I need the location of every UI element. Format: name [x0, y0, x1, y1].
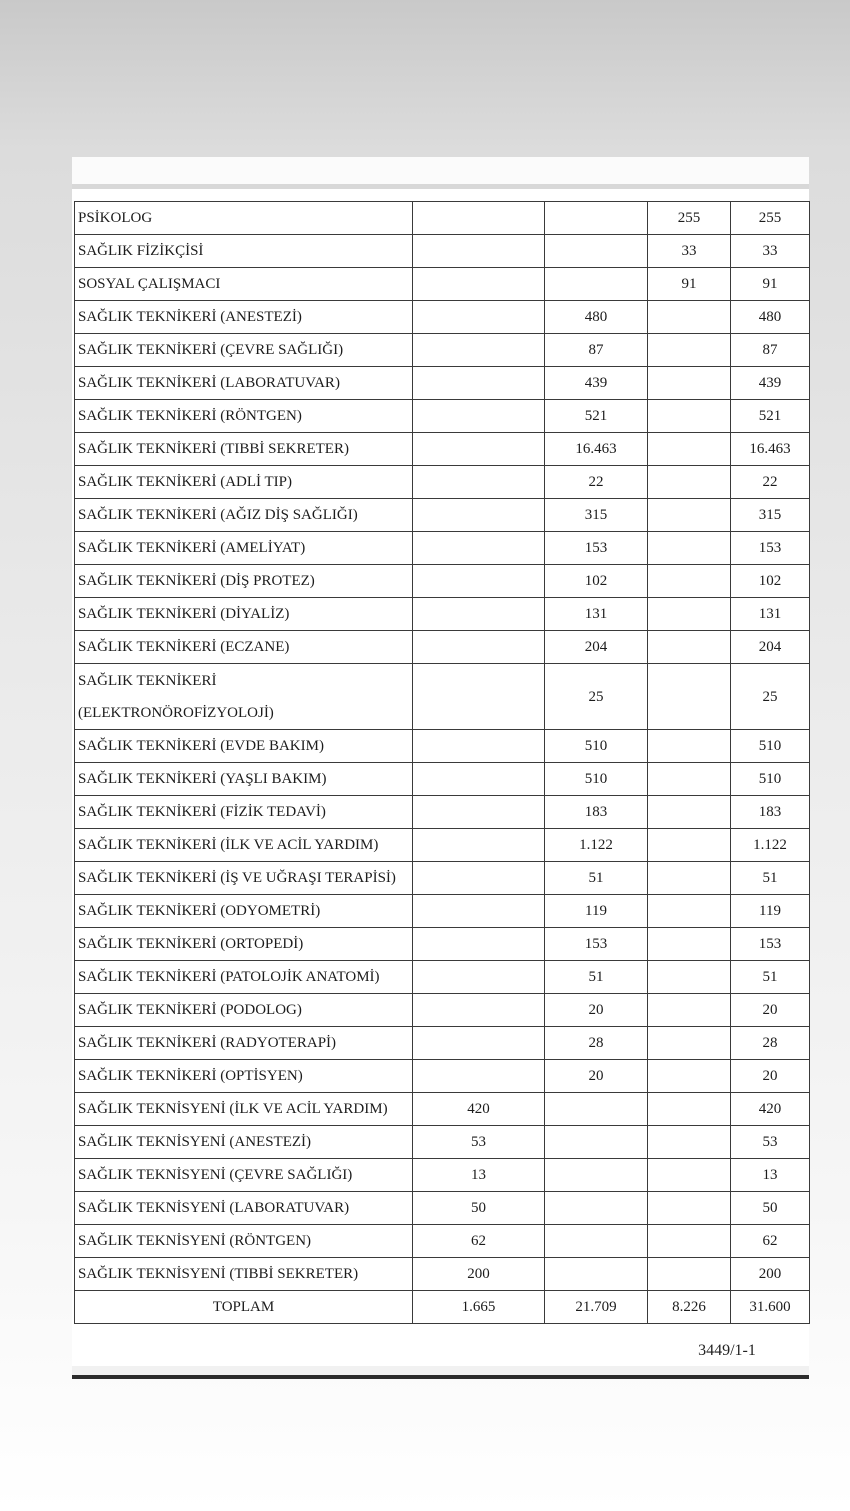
cell-col1: 200 [413, 1258, 545, 1291]
cell-total: 315 [731, 499, 810, 532]
table-row [75, 565, 810, 598]
cell-title: SAĞLIK TEKNİKERİ (PATOLOJİK ANATOMİ) [75, 961, 413, 994]
cell-col1 [413, 829, 545, 862]
cell-col1 [413, 532, 545, 565]
cell-title: SAĞLIK TEKNİSYENİ (ANESTEZİ) [75, 1126, 413, 1159]
cell-title: SAĞLIK TEKNİSYENİ (ÇEVRE SAĞLIĞI) [75, 1159, 413, 1192]
page-top-margin [72, 157, 809, 185]
cell-col2: 51 [545, 862, 648, 895]
table-row [75, 961, 810, 994]
cell-total: 50 [731, 1192, 810, 1225]
cell-col3 [648, 1159, 731, 1192]
table-body [75, 202, 810, 1324]
cell-title: PSİKOLOG [75, 202, 413, 235]
page-number: 3449/1-1 [698, 1342, 756, 1359]
cell-col2: 521 [545, 400, 648, 433]
cell-col3 [648, 1093, 731, 1126]
cell-total: 53 [731, 1126, 810, 1159]
cell-col1 [413, 466, 545, 499]
cell-col3 [648, 895, 731, 928]
cell-col2: 20 [545, 1060, 648, 1093]
cell-col3: 91 [648, 268, 731, 301]
table-row [75, 1258, 810, 1291]
cell-col3 [648, 1027, 731, 1060]
cell-total: 521 [731, 400, 810, 433]
cell-col2: 102 [545, 565, 648, 598]
cell-col1 [413, 499, 545, 532]
cell-total: 1.122 [731, 829, 810, 862]
cell-title: SAĞLIK TEKNİKERİ (ELEKTRONÖROFİZYOLOJİ) [75, 664, 413, 730]
cell-col1 [413, 565, 545, 598]
cell-total: 102 [731, 565, 810, 598]
table-row [75, 631, 810, 664]
cell-total: 200 [731, 1258, 810, 1291]
cell-col1 [413, 994, 545, 1027]
total-label: TOPLAM [75, 1291, 413, 1324]
cell-total: 87 [731, 334, 810, 367]
table-row [75, 730, 810, 763]
cell-col1 [413, 763, 545, 796]
cell-total: 22 [731, 466, 810, 499]
cell-col3 [648, 730, 731, 763]
cell-total: 62 [731, 1225, 810, 1258]
table-row [75, 433, 810, 466]
cell-col1 [413, 664, 545, 730]
cell-col2: 22 [545, 466, 648, 499]
cell-col2: 131 [545, 598, 648, 631]
cell-total: 439 [731, 367, 810, 400]
cell-col3 [648, 928, 731, 961]
total-col1: 1.665 [413, 1291, 545, 1324]
table-row [75, 202, 810, 235]
cell-col1 [413, 895, 545, 928]
cell-title: SAĞLIK TEKNİKERİ (RADYOTERAPİ) [75, 1027, 413, 1060]
cell-total: 480 [731, 301, 810, 334]
table-row [75, 367, 810, 400]
table-row [75, 499, 810, 532]
cell-col1 [413, 796, 545, 829]
cell-col3 [648, 433, 731, 466]
cell-total: 510 [731, 763, 810, 796]
cell-col3 [648, 796, 731, 829]
cell-col3 [648, 1192, 731, 1225]
cell-title: SAĞLIK TEKNİKERİ (DİŞ PROTEZ) [75, 565, 413, 598]
table-row [75, 1126, 810, 1159]
cell-title: SAĞLIK TEKNİKERİ (LABORATUVAR) [75, 367, 413, 400]
cell-col1 [413, 862, 545, 895]
cell-title: SAĞLIK TEKNİSYENİ (RÖNTGEN) [75, 1225, 413, 1258]
table-row [75, 994, 810, 1027]
cell-col1: 62 [413, 1225, 545, 1258]
cell-col2: 510 [545, 763, 648, 796]
cell-col1 [413, 235, 545, 268]
cell-title: SAĞLIK TEKNİSYENİ (LABORATUVAR) [75, 1192, 413, 1225]
cell-col1 [413, 367, 545, 400]
cell-col3 [648, 334, 731, 367]
cell-total: 119 [731, 895, 810, 928]
cell-col1 [413, 928, 545, 961]
cell-title: SAĞLIK TEKNİKERİ (FİZİK TEDAVİ) [75, 796, 413, 829]
cell-total: 16.463 [731, 433, 810, 466]
cell-col2: 1.122 [545, 829, 648, 862]
cell-col1 [413, 400, 545, 433]
cell-total: 20 [731, 1060, 810, 1093]
cell-title: SAĞLIK TEKNİSYENİ (İLK VE ACİL YARDIM) [75, 1093, 413, 1126]
table-row [75, 862, 810, 895]
cell-col1 [413, 1060, 545, 1093]
cell-total: 420 [731, 1093, 810, 1126]
cell-col3 [648, 664, 731, 730]
cell-col1 [413, 961, 545, 994]
cell-col2 [545, 1225, 648, 1258]
table-row [75, 796, 810, 829]
cell-title: SAĞLIK TEKNİKERİ (AMELİYAT) [75, 532, 413, 565]
total-col2: 21.709 [545, 1291, 648, 1324]
cell-col3 [648, 994, 731, 1027]
cell-col3 [648, 532, 731, 565]
staff-quota-table [74, 201, 810, 1324]
cell-col2 [545, 1093, 648, 1126]
cell-col2: 439 [545, 367, 648, 400]
cell-col3 [648, 565, 731, 598]
cell-col2: 480 [545, 301, 648, 334]
cell-col1 [413, 202, 545, 235]
table-row [75, 1192, 810, 1225]
cell-col2: 16.463 [545, 433, 648, 466]
cell-title: SAĞLIK TEKNİKERİ (AĞIZ DİŞ SAĞLIĞI) [75, 499, 413, 532]
cell-title: SAĞLIK TEKNİKERİ (ANESTEZİ) [75, 301, 413, 334]
cell-col3 [648, 400, 731, 433]
cell-col1: 13 [413, 1159, 545, 1192]
total-col3: 8.226 [648, 1291, 731, 1324]
cell-col3 [648, 1258, 731, 1291]
cell-total: 91 [731, 268, 810, 301]
cell-col3 [648, 631, 731, 664]
table-row [75, 532, 810, 565]
table-row [75, 466, 810, 499]
cell-col3 [648, 499, 731, 532]
table-row [75, 1060, 810, 1093]
cell-title: SOSYAL ÇALIŞMACI [75, 268, 413, 301]
cell-title: SAĞLIK TEKNİKERİ (PODOLOG) [75, 994, 413, 1027]
cell-col2: 183 [545, 796, 648, 829]
cell-col1: 50 [413, 1192, 545, 1225]
total-grand: 31.600 [731, 1291, 810, 1324]
table-row [75, 400, 810, 433]
cell-col2: 51 [545, 961, 648, 994]
cell-col2 [545, 268, 648, 301]
cell-col1 [413, 334, 545, 367]
cell-title: SAĞLIK TEKNİKERİ (ORTOPEDİ) [75, 928, 413, 961]
cell-col3 [648, 1060, 731, 1093]
cell-col2: 20 [545, 994, 648, 1027]
cell-col3 [648, 829, 731, 862]
cell-col3 [648, 961, 731, 994]
cell-title: SAĞLIK TEKNİKERİ (İLK VE ACİL YARDIM) [75, 829, 413, 862]
cell-col1: 53 [413, 1126, 545, 1159]
cell-total: 13 [731, 1159, 810, 1192]
cell-total: 33 [731, 235, 810, 268]
cell-col2: 204 [545, 631, 648, 664]
cell-col2 [545, 235, 648, 268]
cell-col2: 119 [545, 895, 648, 928]
cell-title: SAĞLIK TEKNİKERİ (ÇEVRE SAĞLIĞI) [75, 334, 413, 367]
table-row [75, 301, 810, 334]
cell-total: 153 [731, 928, 810, 961]
table-row [75, 1225, 810, 1258]
cell-total: 25 [731, 664, 810, 730]
cell-title: SAĞLIK TEKNİKERİ (İŞ VE UĞRAŞI TERAPİSİ) [75, 862, 413, 895]
cell-title: SAĞLIK TEKNİKERİ (TIBBİ SEKRETER) [75, 433, 413, 466]
total-row [75, 1291, 810, 1324]
cell-col2 [545, 1159, 648, 1192]
table-row [75, 268, 810, 301]
cell-col1 [413, 598, 545, 631]
cell-col1 [413, 1027, 545, 1060]
cell-title: SAĞLIK TEKNİKERİ (ODYOMETRİ) [75, 895, 413, 928]
cell-col3 [648, 763, 731, 796]
cell-title: SAĞLIK TEKNİKERİ (ADLİ TIP) [75, 466, 413, 499]
table-row [75, 1159, 810, 1192]
cell-col1 [413, 433, 545, 466]
table-row [75, 664, 810, 730]
cell-total: 131 [731, 598, 810, 631]
cell-col3 [648, 1225, 731, 1258]
page-top-rule [72, 184, 809, 189]
cell-col3 [648, 862, 731, 895]
cell-total: 51 [731, 862, 810, 895]
cell-col3: 33 [648, 235, 731, 268]
cell-total: 255 [731, 202, 810, 235]
cell-col2: 28 [545, 1027, 648, 1060]
cell-col3 [648, 367, 731, 400]
cell-total: 510 [731, 730, 810, 763]
table-row [75, 895, 810, 928]
cell-title: SAĞLIK TEKNİKERİ (ECZANE) [75, 631, 413, 664]
cell-col2: 153 [545, 928, 648, 961]
cell-title: SAĞLIK FİZİKÇİSİ [75, 235, 413, 268]
table-row [75, 829, 810, 862]
cell-col2: 510 [545, 730, 648, 763]
page-bottom-rule [72, 1375, 809, 1379]
cell-total: 28 [731, 1027, 810, 1060]
cell-col2 [545, 202, 648, 235]
cell-title: SAĞLIK TEKNİKERİ (RÖNTGEN) [75, 400, 413, 433]
cell-col2 [545, 1258, 648, 1291]
table-row [75, 235, 810, 268]
cell-col2: 153 [545, 532, 648, 565]
cell-col3 [648, 466, 731, 499]
cell-col2: 25 [545, 664, 648, 730]
table-row [75, 763, 810, 796]
cell-col3: 255 [648, 202, 731, 235]
cell-col1 [413, 268, 545, 301]
cell-title: SAĞLIK TEKNİKERİ (OPTİSYEN) [75, 1060, 413, 1093]
cell-title: SAĞLIK TEKNİKERİ (YAŞLI BAKIM) [75, 763, 413, 796]
cell-col1: 420 [413, 1093, 545, 1126]
cell-col3 [648, 301, 731, 334]
cell-total: 153 [731, 532, 810, 565]
cell-total: 20 [731, 994, 810, 1027]
cell-total: 51 [731, 961, 810, 994]
cell-col2 [545, 1192, 648, 1225]
cell-col2: 87 [545, 334, 648, 367]
cell-col2 [545, 1126, 648, 1159]
table-row [75, 1093, 810, 1126]
cell-title: SAĞLIK TEKNİKERİ (EVDE BAKIM) [75, 730, 413, 763]
table-row [75, 1027, 810, 1060]
cell-col3 [648, 598, 731, 631]
table-row [75, 334, 810, 367]
table-row [75, 928, 810, 961]
cell-col2: 315 [545, 499, 648, 532]
document-page [72, 157, 809, 1378]
table-row [75, 598, 810, 631]
cell-col3 [648, 1126, 731, 1159]
cell-total: 204 [731, 631, 810, 664]
cell-col1 [413, 730, 545, 763]
cell-title: SAĞLIK TEKNİSYENİ (TIBBİ SEKRETER) [75, 1258, 413, 1291]
cell-col1 [413, 301, 545, 334]
cell-col1 [413, 631, 545, 664]
cell-total: 183 [731, 796, 810, 829]
cell-title: SAĞLIK TEKNİKERİ (DİYALİZ) [75, 598, 413, 631]
